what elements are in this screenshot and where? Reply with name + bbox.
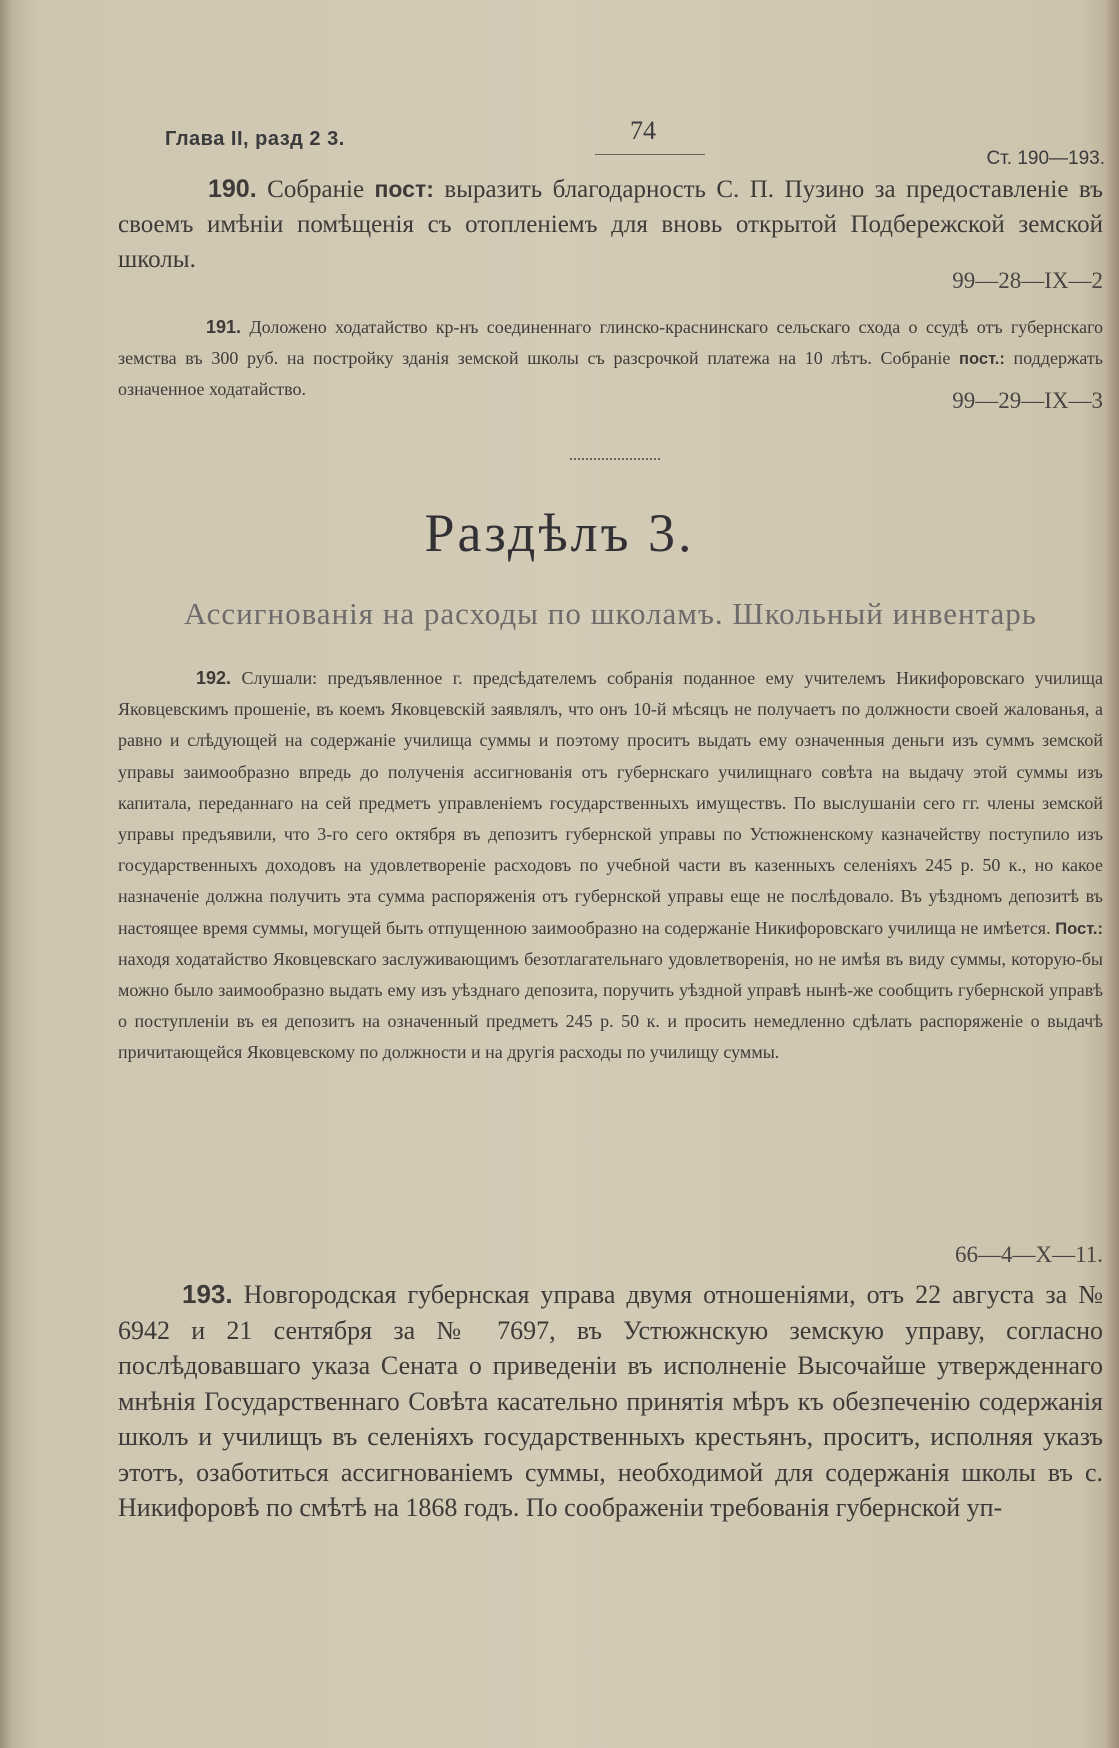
item-number: 193. (182, 1279, 233, 1309)
resolution-label: Пост.: (1055, 918, 1104, 938)
item-193 (118, 1277, 1103, 1526)
item-text: поддержать означенное ходатайство. (118, 348, 1104, 399)
articles-range: Ст. 190—193. (986, 148, 1105, 169)
section-divider (570, 458, 660, 460)
item-190-reference: 99—28—IX—2 (952, 268, 1103, 293)
item-text: Собраніе (267, 176, 365, 203)
item-number: 192. (196, 668, 232, 688)
resolution-label: пост.: (959, 349, 1005, 368)
section-title: Раздѣлъ 3. (424, 503, 695, 563)
item-text: Слушали: предъявленное г. предсѣдателемъ собранія поданное ему учителемъ Никифоровскаго училища Яковцевскимъ прошеніе, въ коемъ Яковцевскій заявлялъ, что онъ 10-й мѣсяцъ не получаетъ по должности своей жалованья, а равно и слѣдующей на содержаніе училища суммы и поэтому проситъ выдать ему означенныя деньги изъ суммъ земской управы заимообразно впредь до полученія ассигнованія отъ губернскаго училищнаго совѣта на выдачу этой суммы изъ капитала, переданнаго на сей предметъ управленіемъ государственныхъ имуществъ. По выслушаніи сего гг. члены земской управы предъявили, что 3-го сего октября въ депозитъ губернской управы по Устюжненскому казначейству поступило изъ государственныхъ доходовъ на удовлетвореніе расходовъ по учебной части въ казенныхъ селеніяхъ 245 р. 50 к., но какое назначеніе должна получить эта сумма распоряженія отъ губернской управы еще не послѣдовало. Въ уѣздномъ депозитѣ въ настоящее время суммы, могущей быть отпущенною заимообразно на содержаніе Никифоровскаго училища не имѣется. (118, 668, 1104, 938)
item-text: находя ходатайство Яковцевскаго заслуживающимъ безотлагательнаго удовлетворенія, но не имѣя въ виду суммы, которую-бы можно было заимообразно выдать ему изъ уѣзднаго депозита, поручить уѣздной управѣ нынѣ-же сообщить губернской управѣ о поступленіи въ ея депозитъ на означенный предметъ 245 р. 50 к. и просить немедленно сдѣлать распоряженіе о выдачѣ причитающейся Яковцевскому по должности и на другія расходы по училищу суммы. (118, 948, 1103, 1063)
resolution-label: пост: (374, 176, 434, 202)
item-text: Доложено ходатайство кр-нъ соединеннаго глинско-краснинскаго сельскаго схода о ссудѣ отъ губернскаго земства въ 300 руб. на постройку зданія земской школы съ разсрочкой платежа на 10 лѣтъ. Собраніе (118, 317, 1104, 368)
section-subtitle: Ассигнованія на расходы по школамъ. Школьный инвентарь (184, 596, 1037, 631)
item-191-reference: 99—29—IX—3 (952, 388, 1103, 413)
item-190 (118, 172, 1103, 277)
item-text: выразить благодарность С. П. Пузино за предоставленіе въ своемъ имѣніи помѣщенія съ отопленіемъ для вновь открытой Подбережской земской школы. (118, 176, 1104, 273)
page-header (165, 116, 1105, 172)
item-number: 190. (208, 175, 257, 203)
chapter-label: Глава II, разд 2 3. (165, 128, 345, 150)
item-192-reference: 66—4—X—11. (954, 1242, 1103, 1267)
item-192 (118, 663, 1103, 1069)
page-number-rule (595, 154, 705, 155)
page-number: 74 (630, 116, 656, 145)
item-text: Новгородская губернская управа двумя отношеніями, отъ 22 августа за № 6942 и 21 сентября за № 7697, въ Устюжнскую земскую управу, согласно послѣдовавшаго указа Сената о приведеніи въ исполненіе Высочайше утвержденнаго мнѣнія Государственнаго Совѣта касательно принятія мѣръ къ обезпеченію содержанія школъ и училищъ въ селеніяхъ государственныхъ крестьянъ, проситъ, исполняя указъ этотъ, озаботиться ассигнованіемъ суммы, необходимой для содержанія школы въ с. Никифоровѣ по смѣтѣ на 1868 годъ. По соображеніи требованія губернской уп- (118, 1280, 1103, 1522)
item-number: 191. (206, 317, 242, 337)
scan-shadow-right (1105, 0, 1119, 1748)
scan-shadow-left (0, 0, 12, 1748)
